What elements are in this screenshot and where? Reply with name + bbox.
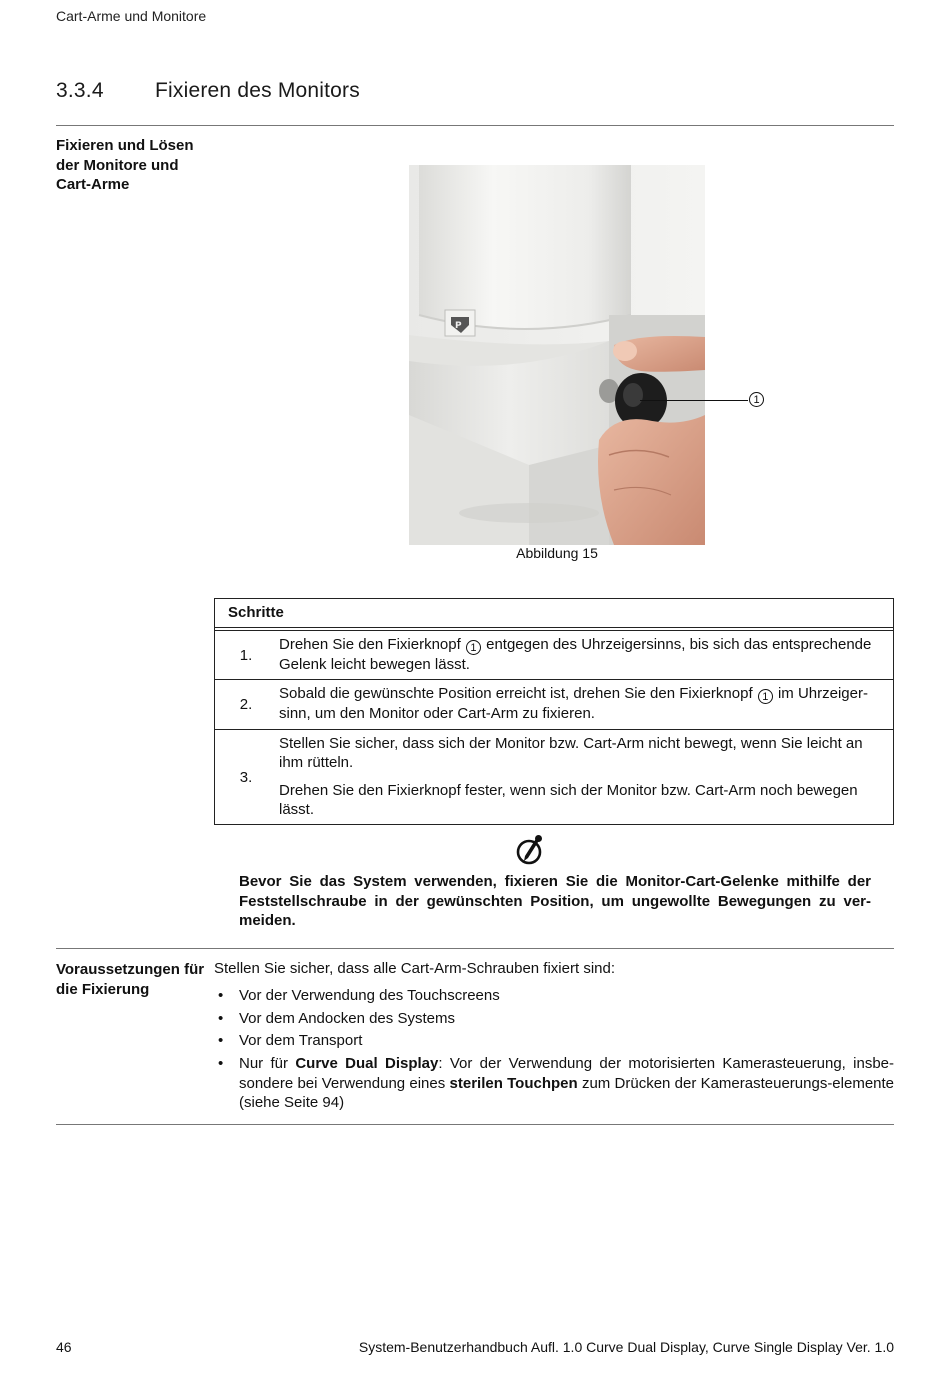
list-text-part: zum Drücken der Kamerasteuerungs-elemente (siehe Seite 94) (239, 1074, 895, 1112)
step-row (215, 680, 893, 729)
prerequisites-list (214, 986, 894, 1116)
step-text-part: entgegen des Uhrzeigersinns, bis sich das entsprechende Gelenk leicht bewegen lässt. (279, 636, 872, 673)
section-title: Fixieren des Monitors (155, 79, 360, 102)
divider (56, 125, 894, 126)
figure-photo (409, 165, 705, 545)
steps-header: Schritte (215, 599, 893, 628)
running-header: Cart-Arme und Monitore (56, 8, 207, 24)
step-text (275, 631, 893, 679)
figure-caption: Abbildung 15 (516, 545, 598, 561)
step-row (215, 631, 893, 680)
step-text (275, 680, 893, 728)
step-number: 3. (239, 768, 253, 786)
section-number: 3.3.4 (56, 79, 104, 102)
step-number: 2. (239, 696, 253, 714)
side-heading-prerequisites: Voraussetzungen für die Fixierung (56, 961, 205, 998)
list-item: • Vor dem Transport (214, 1031, 894, 1051)
list-text-part: Nur für (239, 1055, 296, 1073)
step-paragraph: Stellen Sie sicher, dass sich der Monitor bzw. Cart-Arm nicht bewegt, wenn Sie leicht an ihm rütteln. (279, 734, 863, 772)
footer-document-title: System-Benutzerhandbuch Aufl. 1.0 Curve Dual Display, Curve Single Display Ver. 1.0 (358, 1339, 894, 1355)
section-heading (56, 79, 360, 103)
list-item: • Vor dem Andocken des Systems (214, 1009, 894, 1029)
list-text-part: : Vor der Verwendung der motorisierten Kamerasteuerung, insbe-sondere bei Verwendung eines (239, 1055, 895, 1092)
step-paragraph: Drehen Sie den Fixierknopf fester, wenn sich der Monitor bzw. Cart-Arm noch bewegen lässt. (279, 781, 858, 819)
step-text-part: Sobald die gewünschte Position erreicht ist, drehen Sie den Fixierknopf (279, 685, 757, 703)
divider (56, 948, 894, 949)
callout-reference: 1 (758, 689, 773, 704)
callout-marker: 1 (749, 392, 764, 407)
side-heading-fixing: Fixieren und Lösen der Monitore und Cart-Arme (56, 137, 194, 193)
prerequisites-intro: Stellen Sie sicher, dass alle Cart-Arm-Schrauben fixiert sind: (214, 960, 616, 977)
pencil-note-icon (515, 834, 545, 866)
step-text (275, 730, 893, 825)
steps-table (214, 598, 894, 825)
callout-reference: 1 (466, 640, 481, 655)
page-number: 46 (56, 1339, 72, 1355)
step-number: 1. (239, 646, 253, 664)
list-item: • Vor der Verwendung des Touchscreens (214, 986, 894, 1006)
list-text-bold: sterilen Touchpen (449, 1074, 578, 1092)
note-text: Bevor Sie das System verwenden, fixieren Sie die Monitor-Cart-Gelenke mithilfe der Feststellschraube in der gewünschten Position, um ungewollte Bewegungen zu ver-meiden. (239, 873, 871, 929)
step-row (215, 730, 893, 825)
divider (56, 1124, 894, 1125)
svg-text:P: P (455, 321, 462, 331)
step-text-part: im Uhrzeiger-sinn, um den Monitor oder Cart-Arm zu fixieren. (279, 685, 868, 723)
step-text-part: Drehen Sie den Fixierknopf (279, 636, 465, 653)
list-text-bold: Curve Dual Display (295, 1055, 439, 1073)
callout-line (640, 400, 748, 401)
list-item (214, 1054, 894, 1113)
